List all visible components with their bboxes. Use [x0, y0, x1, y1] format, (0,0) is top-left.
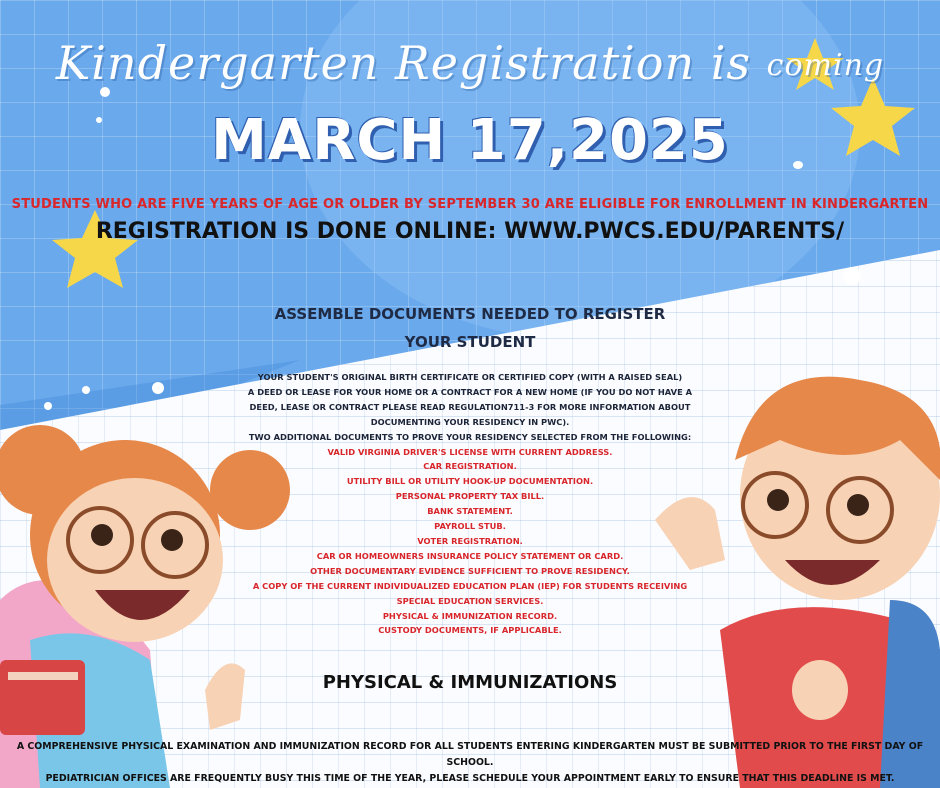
bubble-icon: [152, 382, 164, 394]
document-item: A COPY OF THE CURRENT INDIVIDUALIZED EDUCATION PLAN (IEP) FOR STUDENTS RECEIVING SPECIAL EDUCATION SERVICES.: [252, 580, 688, 606]
document-item: VALID VIRGINIA DRIVER'S LICENSE WITH CURRENT ADDRESS.: [327, 446, 613, 457]
document-item: VOTER REGISTRATION.: [417, 535, 523, 546]
document-item: PAYROLL STUB.: [434, 521, 506, 532]
physical-line-2: PEDIATRICIAN OFFICES ARE FREQUENTLY BUSY THIS TIME OF THE YEAR, PLEASE SCHEDULE YOUR APPOINTMENT EARLY TO ENSURE THAT THIS DEADLINE IS MET.: [45, 773, 895, 784]
physical-line-1: A COMPREHENSIVE PHYSICAL EXAMINATION AND IMMUNIZATION RECORD FOR ALL STUDENTS ENTERING KINDERGARTEN MUST BE SUBMITTED PRIOR TO THE FIRST DAY OF SCHOOL.: [16, 741, 924, 768]
document-item: UTILITY BILL OR UTILITY HOOK-UP DOCUMENTATION.: [346, 476, 594, 487]
document-item: A DEED OR LEASE FOR YOUR HOME OR A CONTRACT FOR A NEW HOME (IF YOU DO NOT HAVE A DEED, LEASE OR CONTRACT PLEASE READ REGULATION711-3 FOR MORE INFORMATION ABOUT DOCUMENTING YOUR RESIDENCY IN PWC).: [247, 386, 693, 427]
registration-date: MARCH 17,2025: [211, 108, 729, 173]
document-item: CAR OR HOMEOWNERS INSURANCE POLICY STATEMENT OR CARD.: [316, 550, 624, 561]
document-item: OTHER DOCUMENTARY EVIDENCE SUFFICIENT TO PROVE RESIDENCY.: [310, 565, 630, 576]
title-coming: coming: [766, 48, 885, 83]
documents-list: [235, 370, 705, 638]
bubble-icon: [44, 402, 52, 410]
document-item: CUSTODY DOCUMENTS, IF APPLICABLE.: [378, 625, 562, 636]
document-item: PHYSICAL & IMMUNIZATION RECORD.: [382, 610, 558, 621]
document-item: YOUR STUDENT'S ORIGINAL BIRTH CERTIFICATE OR CERTIFIED COPY (WITH A RAISED SEAL): [257, 372, 683, 382]
physical-heading: PHYSICAL & IMMUNIZATIONS: [322, 672, 618, 693]
title-text: Kindergarten Registration is: [55, 36, 752, 90]
documents-heading: ASSEMBLE DOCUMENTS NEEDED TO REGISTER YOUR STUDENT: [274, 305, 666, 351]
bubble-icon: [82, 386, 90, 394]
document-item: CAR REGISTRATION.: [423, 461, 517, 472]
document-item: TWO ADDITIONAL DOCUMENTS TO PROVE YOUR RESIDENCY SELECTED FROM THE FOLLOWING:: [248, 431, 692, 442]
online-registration-link[interactable]: REGISTRATION IS DONE ONLINE: WWW.PWCS.EDU/PARENTS/: [95, 219, 845, 244]
eligibility-text: STUDENTS WHO ARE FIVE YEARS OF AGE OR OLDER BY SEPTEMBER 30 ARE ELIGIBLE FOR ENROLLMENT IN KINDERGARTEN: [11, 197, 929, 212]
bubble-icon: [843, 267, 861, 285]
title-script: [0, 36, 940, 90]
document-item: PERSONAL PROPERTY TAX BILL.: [395, 491, 545, 502]
document-item: BANK STATEMENT.: [427, 506, 513, 517]
physical-text: [0, 739, 940, 787]
